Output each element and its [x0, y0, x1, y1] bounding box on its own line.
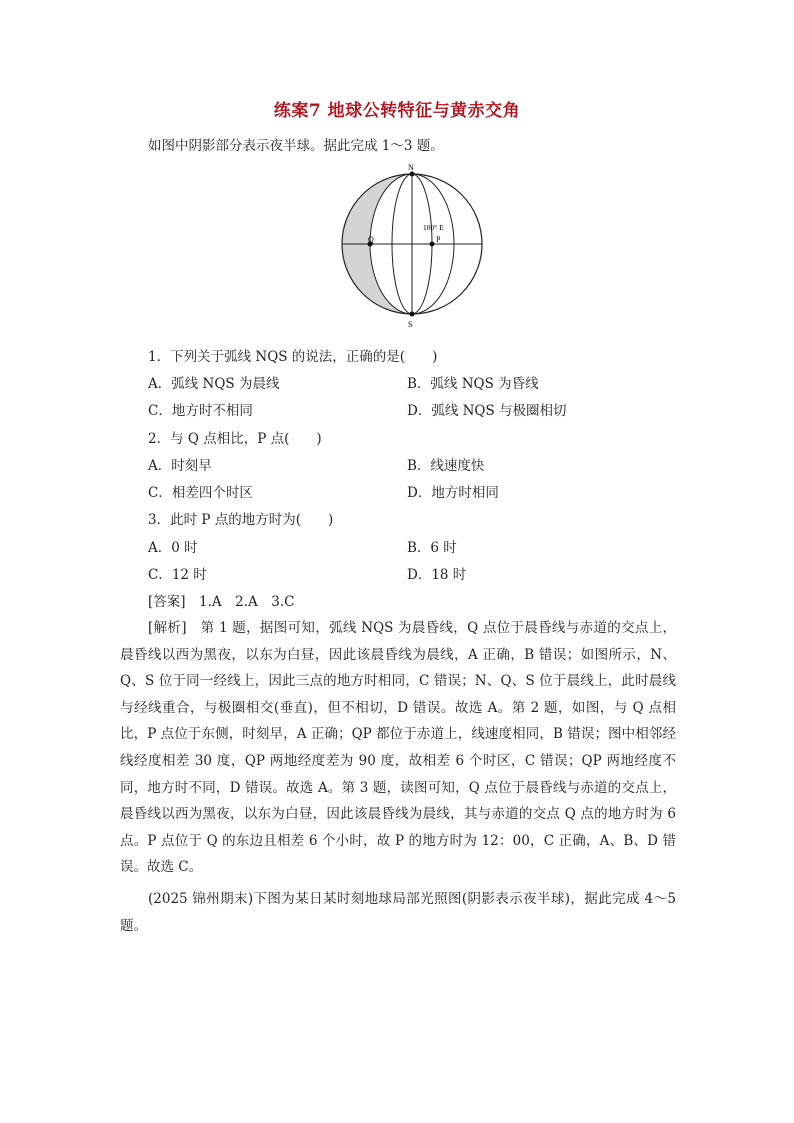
q3-option-a: A．0 时 — [148, 540, 198, 556]
point-p — [430, 242, 435, 247]
answer-line — [148, 590, 295, 610]
q2-option-c: C．相差四个时区 — [148, 485, 253, 501]
label-longitude: 100° E — [423, 223, 444, 232]
globe-diagram — [330, 160, 495, 332]
point-n — [410, 172, 415, 177]
q2-option-a: A．时刻早 — [148, 458, 212, 474]
next-section-intro: (2025 锦州期末)下图为某日某时刻地球局部光照图(阴影表示夜半球)，据此完成 4～5 题。 — [120, 891, 676, 934]
intro-text: 如图中阴影部分表示夜半球。据此完成 1～3 题。 — [148, 138, 444, 154]
answer-text: 1.A 2.A 3.C — [185, 594, 295, 610]
q3-option-b: B．6 时 — [407, 540, 457, 556]
q2-option-b: B．线速度快 — [407, 458, 485, 474]
question-3-stem: 3．此时 P 点的地方时为( ) — [148, 512, 334, 528]
point-s — [410, 312, 415, 317]
question-2-stem: 2．与 Q 点相比，P 点( ) — [148, 431, 322, 447]
label-n: N — [408, 163, 414, 172]
q1-option-b: B．弧线 NQS 为昏线 — [407, 376, 539, 392]
page-title: 练案7 地球公转特征与黄赤交角 — [273, 101, 521, 121]
q3-option-d: D．18 时 — [407, 567, 467, 583]
q1-option-d: D．弧线 NQS 与极圈相切 — [407, 403, 567, 419]
analysis-paragraph: [解析] 第 1 题，据图可知，弧线 NQS 为晨昏线，Q 点位于晨昏线与赤道的交点上，晨昏线以西为黑夜，以东为白昼，因此该晨昏线为晨线，A 正确，B 错误；如图所示，N、Q、S 位于同一经线上，因此三点的地方时相同，C 错误；N、Q、S 位于晨线上，此时晨线与经线重合，与极圈相交(垂直)，但不相切，D 错误。故选 A。第 2 题，如图，与 Q 点相比，P 点位于东侧，时刻早，A 正确；QP 都位于赤道上，线速度相同，B 错误；图中相邻经线经度相差 30 度，QP 两地经度差为 90 度，故相差 6 个时区，C 错误；QP 两地经度不同，地方时不同，D 错误。故选 A。第 3 题，读图可知，Q 点位于晨昏线与赤道的交点上，晨昏线以西为黑夜，以东为白昼，因此该晨昏线为晨线，其与赤道的交点 Q 点的地方时为 6 点。P 点位于 Q 的东边且相差 6 个小时，故 P 的地方时为 12：00，C 正确，A、B、D 错误。故选 C。 — [120, 620, 676, 876]
label-q: Q — [368, 235, 374, 244]
label-p: P — [436, 235, 441, 244]
q1-option-a: A．弧线 NQS 为晨线 — [148, 376, 280, 392]
question-1-stem: 1．下列关于弧线 NQS 的说法，正确的是( ) — [148, 349, 438, 365]
answer-tag: [答案] — [148, 594, 186, 610]
q3-option-c: C．12 时 — [148, 567, 207, 583]
q1-option-c: C．地方时不相同 — [148, 403, 253, 419]
q2-option-d: D．地方时相同 — [407, 485, 499, 501]
label-s: S — [408, 320, 413, 329]
